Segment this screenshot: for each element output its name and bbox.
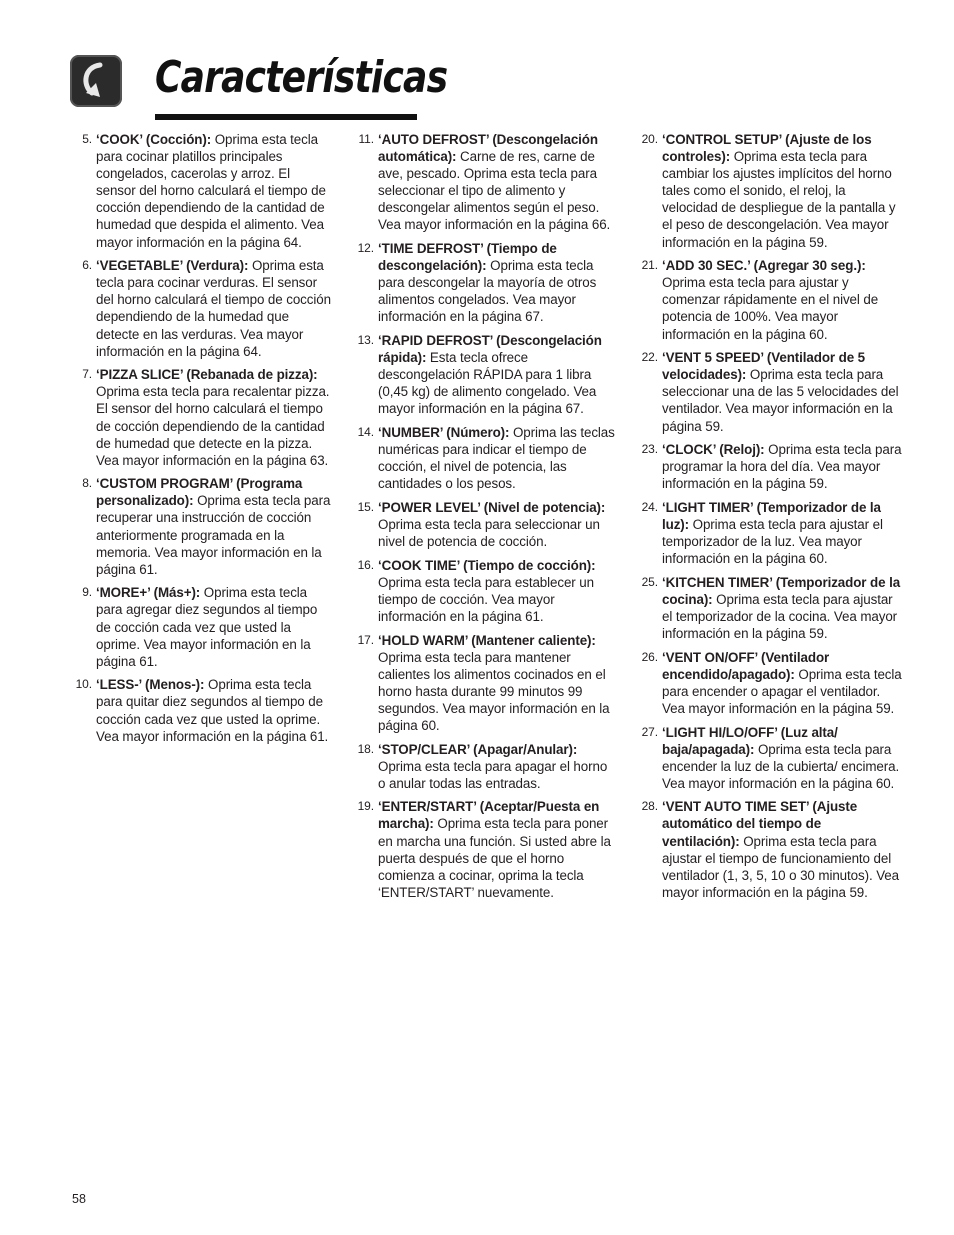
item-number: 13. [357, 333, 374, 348]
item-number: 7. [82, 367, 92, 382]
item-number: 11. [358, 132, 374, 146]
item-number: 26. [641, 649, 658, 664]
item-key-label: ‘CUSTOM PROGRAM’ (Programa personalizado): [96, 476, 303, 509]
feature-item [352, 332, 616, 417]
content-column-2 [352, 131, 616, 907]
feature-item [352, 632, 616, 735]
feature-item [352, 557, 616, 625]
item-number: 20. [641, 132, 658, 146]
curved-arrow-icon-graphic [70, 55, 122, 107]
item-number: 28. [641, 799, 658, 814]
item-description: Oprima esta tecla para poner en marcha una función. Si usted abre la puerta después de que el horno comienza a cocinar, oprima la tecla ‘ENTER/START’ nuevamente. [378, 816, 611, 900]
curved-arrow-icon [70, 55, 122, 107]
item-key-label: ‘LIGHT TIMER’ (Temporizador de la luz): [662, 499, 881, 532]
feature-item [352, 798, 616, 901]
item-number: 19. [357, 799, 374, 814]
item-description: Oprima esta tecla para agregar diez segundos al tiempo de cocción cada vez que usted la oprime. Vea mayor información en la página 61. [96, 585, 318, 669]
item-number: 16. [357, 557, 374, 572]
feature-item [636, 499, 902, 567]
item-description: Oprima esta tecla para ajustar el temporizador de la cocina. Vea mayor información en la página 59. [662, 591, 898, 642]
item-key-label: ‘AUTO DEFROST’ (Descongelación automática): [378, 132, 598, 165]
item-key-label: ‘LIGHT HI/LO/OFF’ (Luz alta/ baja/apagada): [662, 724, 838, 757]
feature-item [70, 475, 332, 578]
item-description: Oprima esta tecla para cambiar los ajustes implícitos del horno tales como el sonido, el reloj, la velocidad de despliegue de la pantalla y el peso de descongelación. Vea mayor información en la página 59. [662, 149, 896, 250]
item-description: Oprima esta tecla para cocinar platillos principales congelados, cacerolas y arroz. El sensor del horno calculará el tiempo de cocción dependiendo de la cantidad de humedad que despida el alimento. Vea mayor información en la página 64. [96, 132, 326, 250]
item-key-label: ‘ADD 30 SEC.’ (Agregar 30 seg.): [662, 258, 866, 274]
item-key-label: ‘STOP/CLEAR’ (Apagar/Anular): [378, 741, 578, 757]
item-key-label: ‘VENT 5 SPEED’ (Ventilador de 5 velocidades): [662, 350, 866, 383]
item-key-label: ‘TIME DEFROST’ (Tiempo de descongelación): [378, 241, 557, 274]
content-column-1 [70, 131, 332, 751]
feature-item [636, 441, 902, 492]
item-key-label: ‘ENTER/START’ (Aceptar/Puesta en marcha): [378, 799, 600, 832]
feature-item [636, 724, 902, 792]
item-description: Oprima esta tecla para encender o apagar el ventilador. Vea mayor información en la página 59. [662, 666, 902, 716]
item-number: 25. [641, 574, 658, 589]
item-key-label: ‘COOK’ (Cocción): [96, 132, 212, 147]
feature-item [70, 131, 332, 251]
item-description: Oprima esta tecla para ajustar el temporizador de la luz. Vea mayor información en la página 60. [662, 516, 883, 567]
item-key-label: ‘CLOCK’ (Reloj): [662, 442, 765, 458]
feature-item [636, 349, 902, 434]
feature-item [70, 584, 332, 669]
item-key-label: ‘LESS-’ (Menos-): [96, 677, 205, 693]
item-key-label: ‘VENT ON/OFF’ (Ventilador encendido/apagado): [662, 649, 830, 682]
item-key-label: ‘HOLD WARM’ (Mantener caliente): [378, 632, 596, 648]
item-description: Oprima esta tecla para quitar diez segundos al tiempo de cocción cada vez que usted la oprime. Vea mayor información en la página 61. [96, 677, 329, 744]
feature-item [70, 366, 332, 469]
item-description: Oprima esta tecla para encender la luz de la cubierta/ encimera. Vea mayor información en la página 60. [662, 741, 900, 791]
item-key-label: ‘VEGETABLE’ (Verdura): [96, 258, 249, 274]
item-description: Oprima esta tecla para ajustar el tiempo de funcionamiento del ventilador (1, 3, 5, 10 o 30 minutos). Vea mayor información en la página 59. [662, 833, 899, 900]
item-description: Oprima las teclas numéricas para indicar el tiempo de cocción, el nivel de potencia, las cantidades o los pesos. [378, 425, 615, 492]
item-key-label: ‘CONTROL SETUP’ (Ajuste de los controles): [662, 132, 872, 165]
item-key-label: ‘RAPID DEFROST’ (Descongelación rápida): [378, 333, 602, 366]
content-column-3 [636, 131, 902, 907]
item-key-label: ‘MORE+’ (Más+): [96, 585, 201, 601]
item-key-label: ‘NUMBER’ (Número): [378, 425, 510, 440]
feature-item [352, 741, 616, 792]
item-description: Oprima esta tecla para mantener calientes los alimentos cocinados en el horno hasta durante 99 minutos 99 segundos. Vea mayor información en la página 60. [378, 649, 610, 733]
item-number: 24. [641, 499, 658, 514]
feature-item [636, 798, 902, 901]
feature-item [70, 676, 332, 744]
item-number: 23. [641, 442, 658, 457]
feature-item [70, 257, 332, 360]
item-description: Oprima esta tecla para ajustar y comenzar rápidamente en el nivel de potencia de 100%. Vea mayor información en la página 60. [662, 275, 879, 342]
item-key-label: ‘POWER LEVEL’ (Nivel de potencia): [378, 499, 606, 515]
title-underline [155, 114, 417, 120]
item-description: Esta tecla ofrece descongelación RÁPIDA para 1 libra (0,45 kg) de alimento congelado. Vea mayor información en la página 67. [378, 350, 597, 417]
item-key-label: ‘PIZZA SLICE’ (Rebanada de pizza): [96, 367, 318, 383]
feature-item [636, 131, 902, 251]
item-key-label: ‘COOK TIME’ (Tiempo de cocción): [378, 557, 596, 573]
item-number: 27. [641, 724, 658, 739]
item-number: 15. [357, 499, 374, 514]
item-description: Oprima esta tecla para apagar el horno o anular todas las entradas. [378, 758, 608, 791]
item-description: Oprima esta tecla para establecer un tiempo de cocción. Vea mayor información en la página 61. [378, 574, 594, 624]
item-number: 5. [82, 132, 92, 146]
item-number: 14. [357, 425, 374, 439]
feature-item [352, 424, 616, 492]
feature-item [352, 240, 616, 325]
item-number: 9. [82, 585, 92, 600]
item-description: Oprima esta tecla para descongelar la mayoría de otros alimentos congelados. Vea mayor información en la página 67. [378, 258, 597, 325]
item-number: 10. [75, 677, 92, 692]
item-number: 17. [357, 632, 374, 647]
item-description: Oprima esta tecla para recalentar pizza. El sensor del horno calculará el tiempo de cocción dependiendo de la cantidad de humedad que detecte en la pizza. Vea mayor información en la página 63. [96, 384, 330, 468]
feature-item [352, 499, 616, 550]
item-key-label: ‘VENT AUTO TIME SET’ (Ajuste automático del tiempo de ventilación): [662, 799, 858, 849]
item-number: 21. [641, 258, 658, 273]
feature-item [352, 131, 616, 234]
item-description: Oprima esta tecla para seleccionar un nivel de potencia de cocción. [378, 516, 600, 550]
item-number: 6. [82, 258, 92, 273]
feature-item [636, 649, 902, 717]
item-number: 12. [357, 241, 374, 256]
item-description: Oprima esta tecla para recuperar una instrucción de cocción anteriormente programada en la memoria. Vea mayor información en la página 61. [96, 493, 331, 577]
item-key-label: ‘KITCHEN TIMER’ (Temporizador de la cocina): [662, 574, 901, 607]
feature-item [636, 574, 902, 642]
item-number: 22. [641, 350, 658, 365]
item-description: Oprima esta tecla para programar la hora del día. Vea mayor información en la página 59. [662, 442, 902, 492]
item-number: 18. [357, 741, 374, 756]
page-title: Características [155, 52, 448, 103]
feature-item [636, 257, 902, 342]
item-description: Oprima esta tecla para cocinar verduras. El sensor del horno calculará el tiempo de cocción dependiendo de la humedad que detecte en las verduras. Vea mayor información en la página 64. [96, 258, 331, 359]
page-number: 58 [72, 1192, 86, 1206]
item-number: 8. [82, 476, 92, 491]
item-description: Carne de res, carne de ave, pescado. Oprima esta tecla para seleccionar el tipo de alimento y descongelar alimentos según el peso. Vea mayor información en la página 66. [378, 149, 611, 233]
item-description: Oprima esta tecla para seleccionar una de las 5 velocidades del ventilador. Vea mayor información en la página 59. [662, 367, 899, 434]
